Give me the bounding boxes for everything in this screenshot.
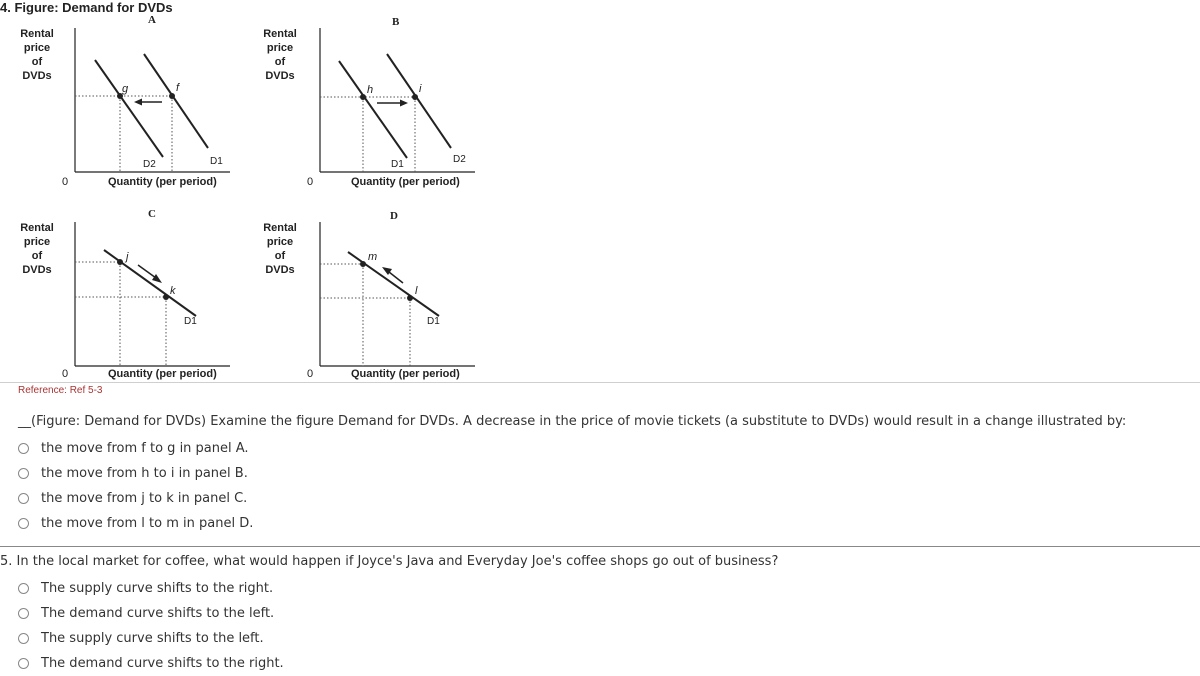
q5-option-b[interactable] — [18, 604, 274, 622]
q4-option-c[interactable] — [18, 489, 247, 507]
panel-c-label-k: k — [170, 285, 176, 297]
panel-b-curve-d1 — [339, 61, 407, 158]
q4-option-d-label: the move from l to m in panel D. — [41, 515, 254, 531]
panel-d-point-m — [360, 261, 366, 267]
q4-option-c-label: the move from j to k in panel C. — [41, 490, 248, 506]
q5-option-c-label: The supply curve shifts to the left. — [41, 630, 264, 646]
panel-a-point-f — [169, 93, 175, 99]
panel-b-graph — [245, 14, 485, 194]
panel-a-graph — [0, 14, 240, 194]
panel-c-label-j: j — [126, 251, 129, 263]
panel-a-letter: A — [148, 14, 156, 26]
panel-a-curve-d2 — [95, 60, 163, 157]
question-4-prompt: __(Figure: Demand for DVDs) Examine the figure Demand for DVDs. A decrease in the price of movie tickets (a substitute to DVDs) would result in a change illustrated by: — [18, 414, 1127, 429]
panel-b-label-i: i — [419, 83, 422, 95]
panel-c-graph — [0, 208, 240, 388]
panel-c-point-k — [163, 294, 169, 300]
q5-radio-a[interactable] — [18, 583, 29, 594]
panel-c-origin: 0 — [62, 368, 69, 380]
panel-a-arrowhead — [134, 99, 142, 106]
panel-d-label-d1: D1 — [427, 316, 440, 327]
panel-b — [245, 14, 485, 194]
panel-d — [245, 208, 485, 388]
panel-d-origin: 0 — [307, 368, 314, 380]
panel-d-y-label: Rental price of DVDs — [263, 222, 297, 276]
panel-c-x-label: Quantity (per period) — [108, 368, 217, 380]
q5-option-d-label: The demand curve shifts to the right. — [41, 655, 284, 671]
q5-radio-d[interactable] — [18, 658, 29, 669]
panel-d-label-m: m — [368, 251, 378, 263]
panel-b-curve-d2 — [387, 54, 451, 148]
q4-radio-c[interactable] — [18, 493, 29, 504]
q5-option-b-label: The demand curve shifts to the left. — [41, 605, 275, 621]
panel-a-label-g: g — [122, 83, 129, 95]
panel-b-label-d1: D1 — [391, 159, 404, 170]
question-4-number: 4. — [0, 0, 11, 15]
panel-a-x-label: Quantity (per period) — [108, 176, 217, 188]
panel-c-curve-d1 — [104, 250, 196, 316]
figure-title-row — [0, 0, 173, 15]
panel-b-point-h — [360, 94, 366, 100]
q5-option-a-label: The supply curve shifts to the right. — [41, 580, 274, 596]
q4-option-b-label: the move from h to i in panel B. — [41, 465, 248, 481]
question-5-number: 5. — [0, 554, 13, 569]
q4-option-a[interactable] — [18, 439, 249, 457]
q5-option-d[interactable] — [18, 654, 284, 672]
q4-radio-d[interactable] — [18, 518, 29, 529]
panel-a-label-d2: D2 — [143, 159, 156, 170]
question-divider — [0, 546, 1200, 547]
panel-a-label-f: f — [176, 82, 180, 94]
panel-d-label-l: l — [415, 285, 418, 297]
panel-d-x-label: Quantity (per period) — [351, 368, 460, 380]
panel-d-letter: D — [390, 210, 398, 222]
panel-b-x-label: Quantity (per period) — [351, 176, 460, 188]
figure-title: Figure: Demand for DVDs — [14, 0, 173, 15]
panel-a-label-d1: D1 — [210, 156, 223, 167]
question-5-row — [0, 554, 778, 569]
panel-a-origin: 0 — [62, 176, 69, 188]
panel-b-label-d2: D2 — [453, 154, 466, 165]
panel-c-label-d1: D1 — [184, 316, 197, 327]
question-5-prompt: In the local market for coffee, what would happen if Joyce's Java and Everyday Joe's coffee shops go out of business? — [16, 554, 779, 569]
panel-c-point-j — [117, 259, 123, 265]
panel-b-y-label: Rental price of DVDs — [263, 28, 297, 82]
q5-radio-c[interactable] — [18, 633, 29, 644]
q5-radio-b[interactable] — [18, 608, 29, 619]
panel-d-graph — [245, 208, 485, 388]
reference-note: Reference: Ref 5-3 — [18, 385, 103, 396]
q4-option-a-label: the move from f to g in panel A. — [41, 440, 249, 456]
panel-c-y-label: Rental price of DVDs — [20, 222, 54, 276]
panel-b-origin: 0 — [307, 176, 314, 188]
panel-b-arrowhead — [400, 100, 408, 107]
panel-a-curve-d1 — [144, 54, 208, 148]
panel-c-letter: C — [148, 208, 156, 220]
reference-divider — [0, 382, 1200, 383]
q4-option-b[interactable] — [18, 464, 248, 482]
panel-b-label-h: h — [367, 84, 374, 96]
panel-b-point-i — [412, 94, 418, 100]
panel-d-point-l — [407, 295, 413, 301]
panel-a-y-label: Rental price of DVDs — [20, 28, 54, 82]
q5-option-a[interactable] — [18, 579, 273, 597]
q4-option-d[interactable] — [18, 514, 253, 532]
panel-b-letter: B — [392, 16, 400, 28]
q4-radio-a[interactable] — [18, 443, 29, 454]
q4-radio-b[interactable] — [18, 468, 29, 479]
panel-a — [0, 14, 240, 194]
panel-c — [0, 208, 240, 388]
q5-option-c[interactable] — [18, 629, 264, 647]
